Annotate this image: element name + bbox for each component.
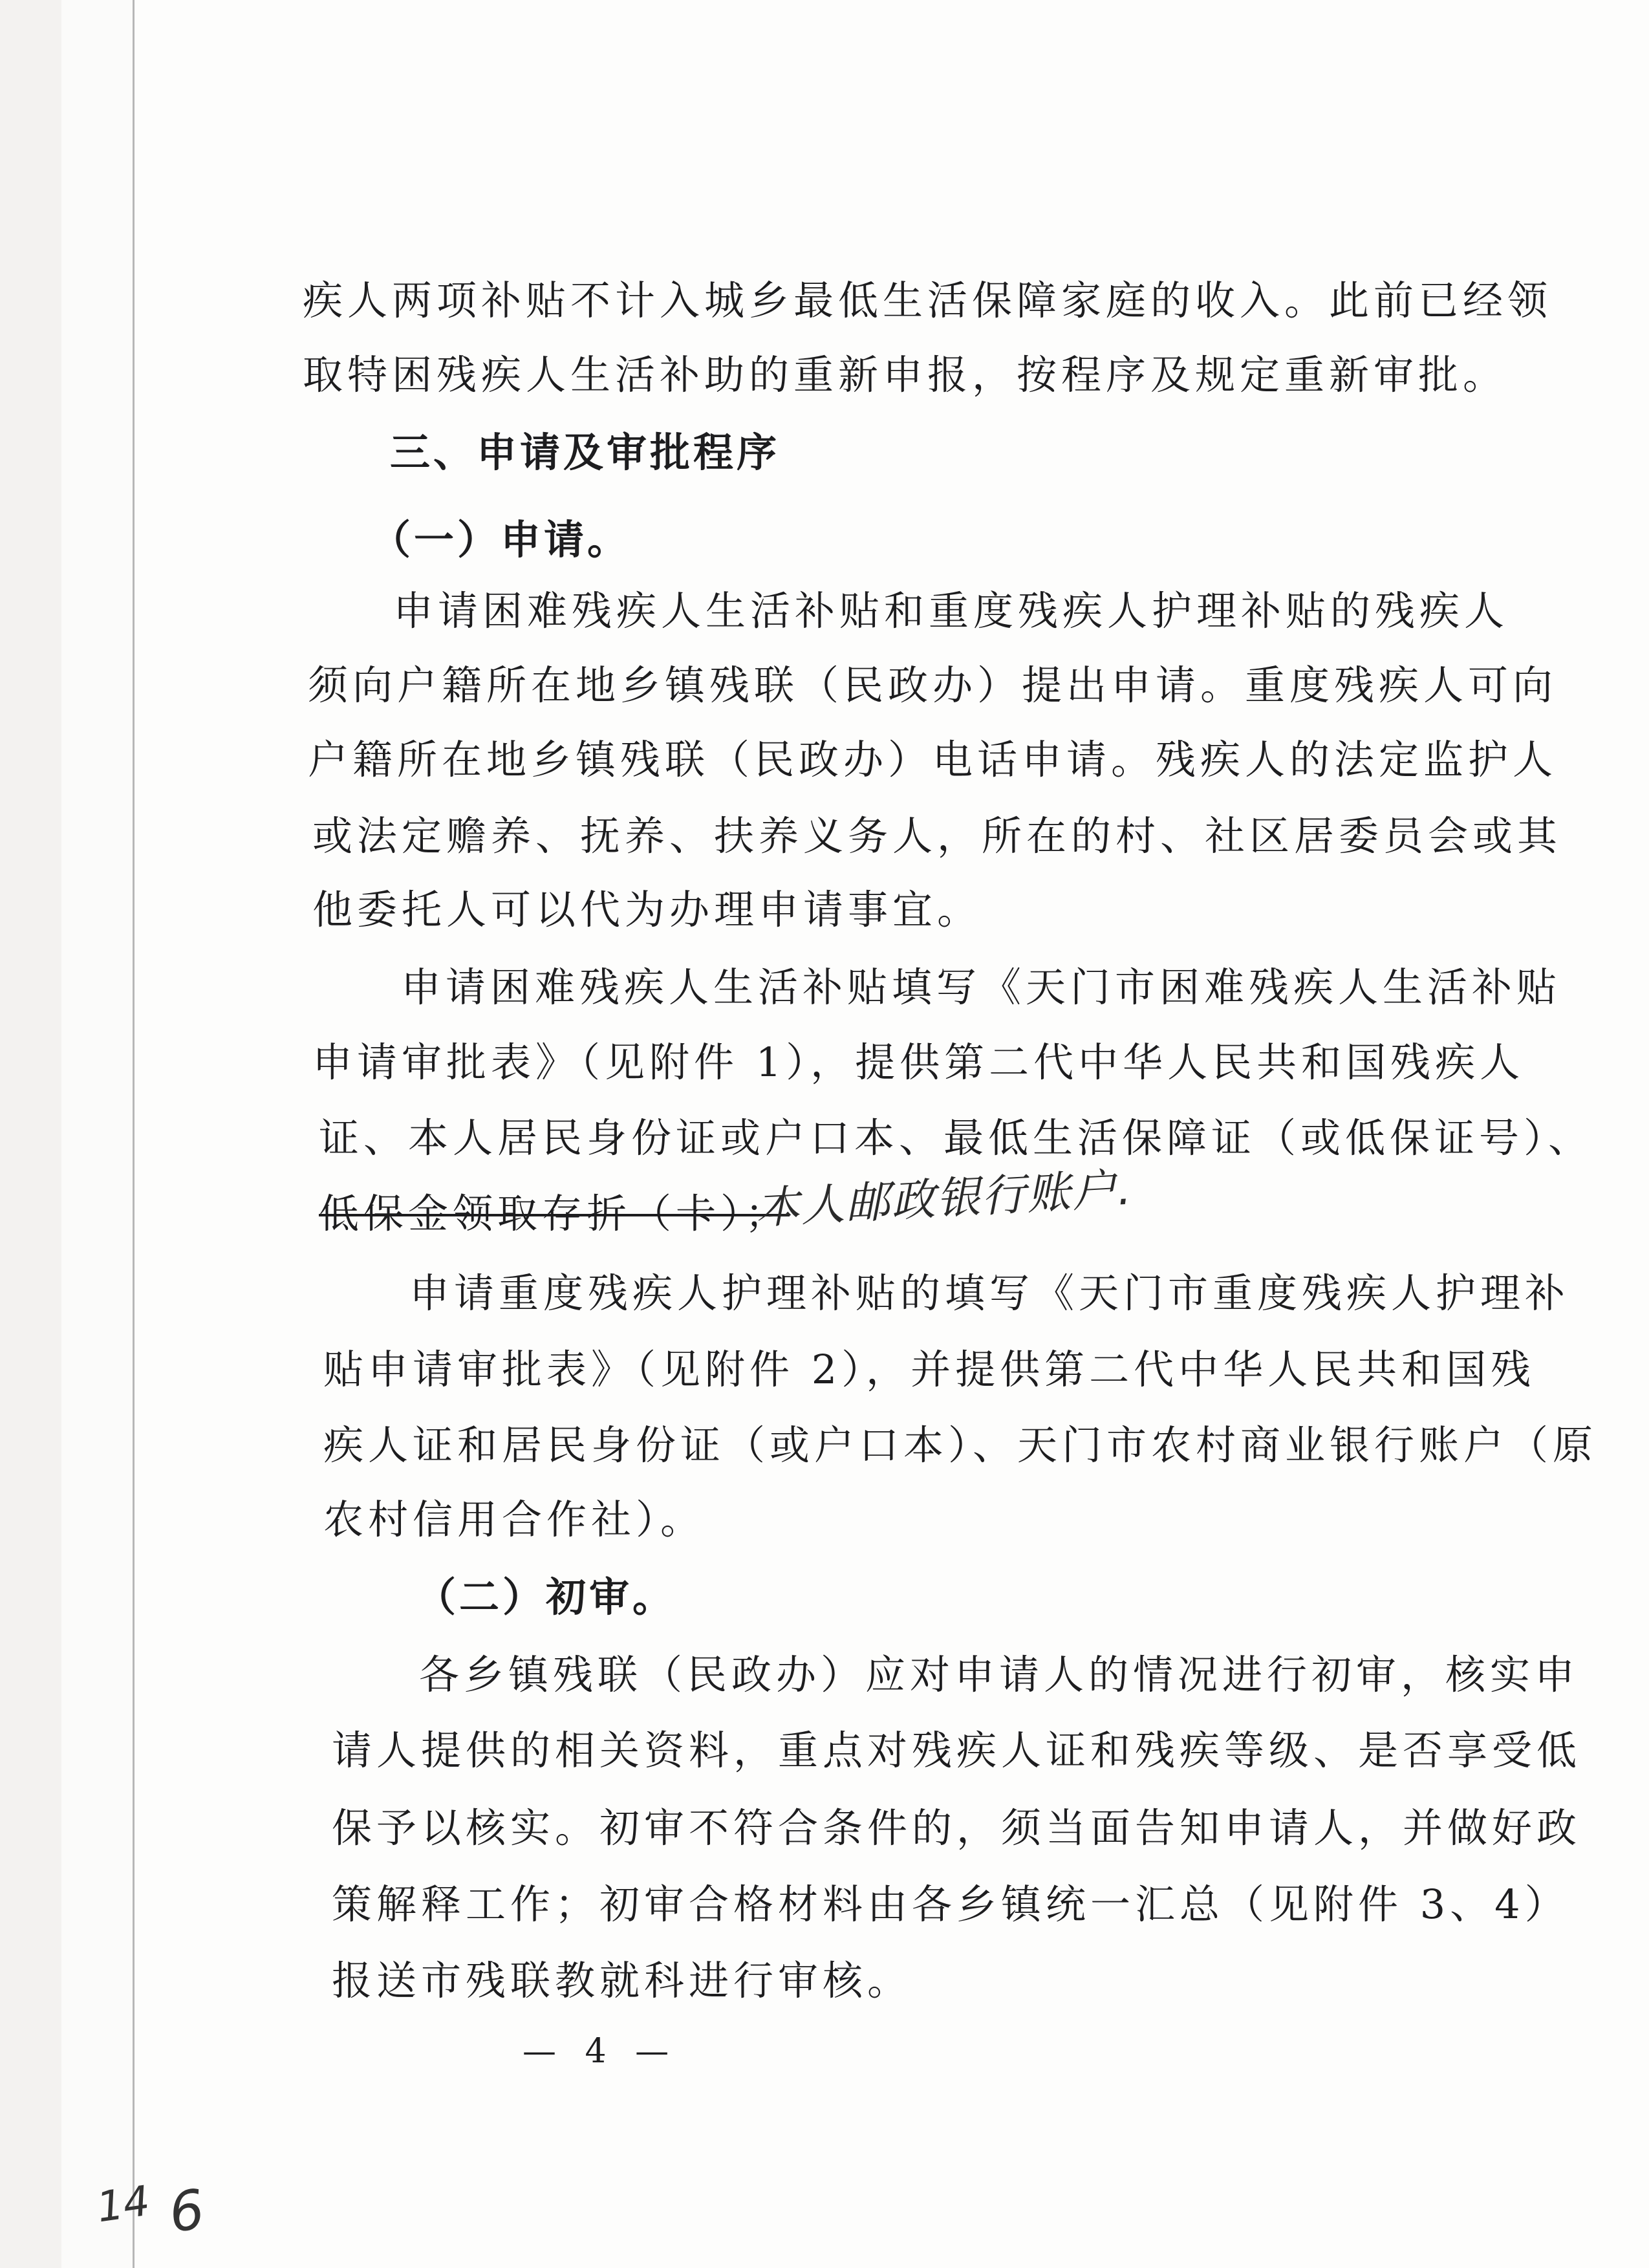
body-line: 户籍所在地乡镇残联（民政办）电话申请。残疾人的法定监护人 [308,736,1558,783]
handwritten-corner-mark: 6 [165,2177,209,2245]
section-heading: 三、申请及审批程序 [390,429,781,476]
body-line: 保予以核实。初审不符合条件的，须当面告知申请人，并做好政 [332,1804,1582,1852]
body-line: 申请困难残疾人生活补贴填写《天门市困难残疾人生活补贴 [401,964,1562,1011]
struck-through-line: 低保金领取存折（卡）； [319,1190,790,1237]
body-line: 须向户籍所在地乡镇残联（民政办）提出申请。重度残疾人可向 [308,662,1558,709]
document-page [133,0,1649,2268]
body-line: 农村信用合作社）。 [323,1496,706,1543]
body-line: 报送市残联教就科进行审核。 [332,1957,912,2004]
subsection-heading: （二）初审。 [416,1573,676,1621]
page-number: — 4 — [523,2032,678,2071]
body-line: 他委托人可以代为办理申请事宜。 [312,886,982,933]
body-line: 各乡镇残联（民政办）应对申请人的情况进行初审，核实申 [419,1651,1580,1698]
body-line: 取特困残疾人生活补助的重新申报，按程序及规定重新审批。 [303,351,1508,398]
body-line: 证、本人居民身份证或户口本、最低生活保障证（或低保证号）、 [319,1114,1593,1161]
body-line: 疾人证和居民身份证（或户口本）、天门市农村商业银行账户（原 [323,1421,1598,1469]
body-line: 申请重度残疾人护理补贴的填写《天门市重度残疾人护理补 [409,1269,1570,1317]
body-line: 请人提供的相关资料，重点对残疾人证和残疾等级、是否享受低 [332,1727,1582,1774]
body-line: 疾人两项补贴不计入城乡最低生活保障家庭的收入。此前已经领 [303,277,1553,324]
body-line: 申请困难残疾人生活补贴和重度残疾人护理补贴的残疾人 [393,587,1509,634]
handwritten-corner-mark: 14 [94,2177,153,2232]
body-line: 策解释工作；初审合格材料由各乡镇统一汇总（见附件 3、4） [332,1881,1569,1928]
body-line: 贴申请审批表》（见附件 2），并提供第二代中华人民共和国残 [323,1346,1536,1393]
handwritten-note: 本人邮政银行账户. [754,1163,1134,1235]
subsection-heading: （一）申请。 [371,516,631,563]
body-line: 或法定赡养、抚养、扶养义务人，所在的村、社区居委员会或其 [312,812,1562,859]
body-line: 申请审批表》（见附件 1），提供第二代中华人民共和国残疾人 [312,1039,1525,1086]
